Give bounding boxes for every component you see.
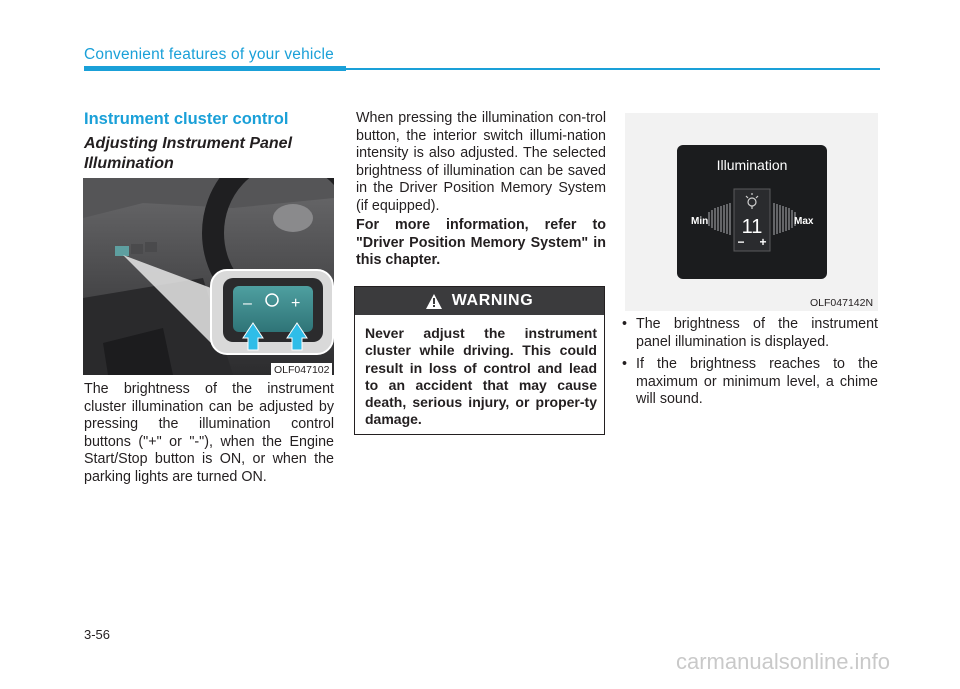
- level-ticks-right: [774, 203, 795, 235]
- minus-symbol: −: [737, 235, 745, 249]
- bullet-list: [620, 316, 878, 414]
- paragraph-interior-switch: When pressing the illumination con-trol button, the interior switch illumi-nation intensity is also adjusted. The selected brightness of illumination can be saved in the Driver Position Memory System (if equipped).: [356, 110, 606, 214]
- warning-header: [355, 287, 604, 315]
- illumination-display: [677, 145, 827, 279]
- warning-triangle-icon: [426, 294, 442, 309]
- header-rule-thick: [84, 66, 346, 71]
- min-label: Min: [691, 216, 709, 227]
- svg-text:+: +: [291, 295, 301, 312]
- paragraph-brightness: The brightness of the instrument cluster illumination can be adjusted by pressing the illumination control buttons ("+" or "-"), when the Engine Start/Stop button is ON, or when the parking lights are turned ON.: [84, 381, 334, 485]
- bullet-text: The brightness of the instrument panel illumination is displayed.: [636, 316, 878, 350]
- bullet-text: If the brightness reaches to the maximum or minimum level, a chime will sound.: [636, 356, 878, 408]
- max-label: Max: [794, 216, 814, 227]
- plus-symbol: +: [759, 235, 767, 249]
- warning-text: Never adjust the instrument cluster while driving. This could result in loss of control and lead to an accident that may cause death, serious injury, or proper-ty damage.: [365, 325, 597, 428]
- page-number: 3-56: [84, 627, 111, 642]
- illumination-title: Illumination: [716, 157, 788, 173]
- section-heading: Instrument cluster control: [84, 110, 289, 128]
- svg-text:–: –: [243, 295, 252, 312]
- list-item: [620, 356, 878, 409]
- paragraph-reference: For more information, refer to "Driver Position Memory System" in this chapter.: [356, 217, 606, 269]
- illumination-display-graphic: [677, 145, 827, 279]
- bullet-dot: •: [622, 316, 628, 332]
- header-rule-thin: [346, 68, 880, 70]
- section-title: Convenient features of your vehicle: [84, 46, 334, 63]
- warning-title: WARNING: [451, 292, 534, 309]
- dashboard-switch-photo: [83, 178, 334, 375]
- level-ticks-left: [709, 203, 730, 235]
- list-item: [620, 316, 878, 351]
- watermark: carmanualsonline.info: [676, 649, 891, 674]
- photo-code: OLF047102: [271, 363, 332, 377]
- dashboard-illustration: [83, 178, 334, 375]
- subsection-heading: Adjusting Instrument Panel Illumination: [84, 135, 293, 172]
- illumination-image-code: OLF047142N: [810, 297, 874, 309]
- illumination-level: 11: [741, 216, 763, 238]
- bullet-dot: •: [622, 356, 628, 373]
